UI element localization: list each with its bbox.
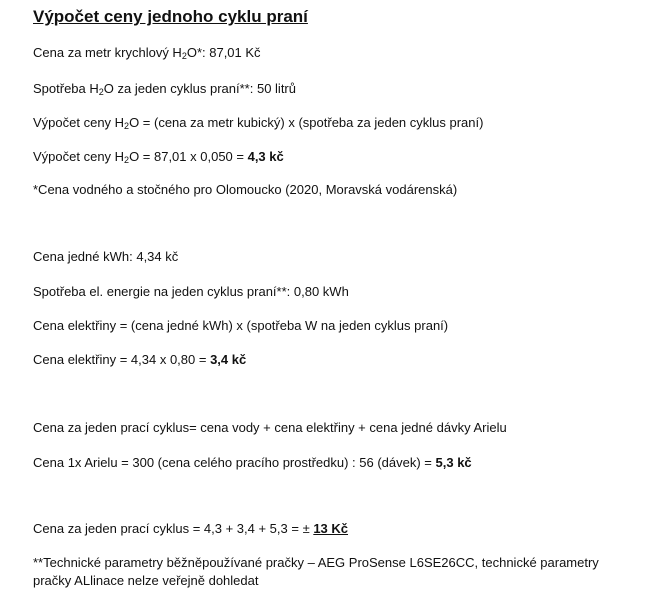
- electricity-result: 3,4 kč: [210, 352, 247, 367]
- water-result: 4,3 kč: [247, 149, 284, 164]
- water-formula-line: Výpočet ceny $H_2O$ = (cena za metr kubický) x (spotřeba za jeden cyklus praní): [33, 115, 484, 131]
- electricity-consumption-line: Spotřeba el. energie na jeden cyklus praní**: 0,80 kWh: [33, 284, 349, 299]
- water-price-line: Cena za metr krychlový $H_2O*$: 87,01 Kč: [33, 45, 261, 61]
- page-title: Výpočet ceny jednoho cyklu praní: [33, 7, 308, 26]
- water-note: *Cena vodného a stočného pro Olomoucko (2020, Moravská vodárenská): [33, 182, 458, 197]
- water-calc-line: Výpočet ceny $H_2O = 87,01$ x 0,050 = 4,3 kč: [33, 149, 284, 165]
- total-result: 13 Kč: [313, 521, 349, 536]
- footnote: **Technické parametry běžněpoužívané pračky – AEG ProSense L6SE26CC, technické parametry pračky ALlinace nelze veřejně dohledat: [33, 555, 599, 588]
- ariel-result: 5,3 kč: [435, 455, 472, 470]
- electricity-formula-line: Cena elektřiny = (cena jedné kWh) x (spotřeba W na jeden cyklus praní): [33, 318, 449, 333]
- ariel-calc-line: Cena 1x Arielu = 300 (cena celého pracího prostředku) : 56 (dávek) = 5,3 kč: [33, 455, 472, 470]
- electricity-price-line: Cena jedné kWh: 4,34 kč: [33, 249, 179, 264]
- electricity-calc-line: Cena elektřiny = 4,34 x 0,80 = 3,4 kč: [33, 352, 247, 367]
- water-consumption-line: Spotřeba $H_2O$ za jeden cyklus praní**: 50 litrů: [33, 81, 296, 97]
- total-calc-line: Cena za jeden prací cyklus = 4,3 + 3,4 + 5,3 = ± 13 Kč: [33, 521, 349, 536]
- cycle-formula-line: Cena za jeden prací cyklus= cena vody + cena elektřiny + cena jedné dávky Arielu: [33, 420, 507, 435]
